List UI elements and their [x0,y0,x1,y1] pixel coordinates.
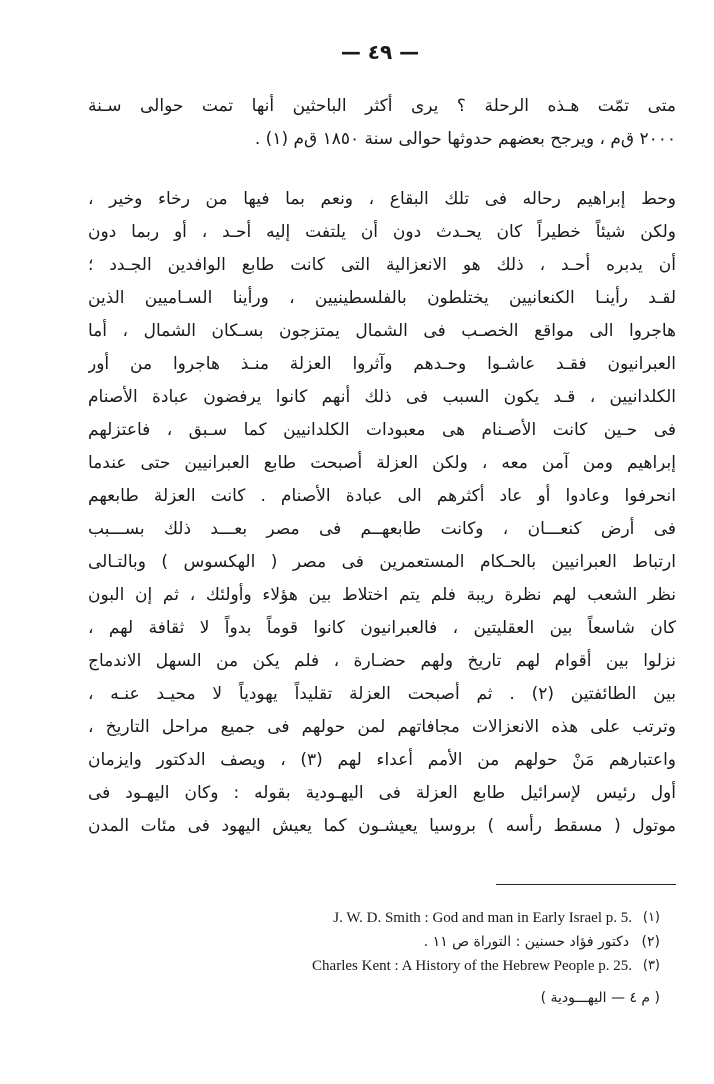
paragraph-1 [88,90,676,156]
text-line: أن يدبره أحـد ، ذلك هو الانعزالية التى كانت طابع الوافدين الجـدد ؛ [88,255,676,275]
text-line: كان شاسعاً بين العقليتين ، فالعبرانيون كانوا قوماً بدواً لا ثقافة لهم ، [88,618,676,638]
text-line: بين الطائفتين (٢) . ثم أصبحت العزلة تقليداً يهودياً لا محيـد عنـه ، [88,684,676,704]
text-line: متى تمّت هـذه الرحلة ؟ يرى أكثر الباحثين أنها تمت حوالى سـنة [88,96,676,116]
text-line: وحط إبراهيم رحاله فى تلك البقاع ، ونعم بما فيها من رخاء وخير ، [88,189,676,209]
text-line: الكلدانيين ، قـد يكون السبب فى ذلك أنهم كانوا يرفضون عبادة الأصنام [88,387,676,407]
text-line: ٢٠٠٠ ق‌م ، ويرجح بعضهم حدوثها حوالى سنة ١٨٥٠ ق‌م (١) . [254,129,676,149]
text-line: ولكن شيئاً خطيراً كان يحـدث دون أن يلتفت إليه أحـد ، أو ربما دون [88,222,676,242]
footnote-3 [100,954,660,978]
text-line: واعتبارهم مَنْ حولهم من الأمم أعداء لهم (٣) ، ويصف الدكتور وايزمان [88,750,676,770]
text-line: نزلوا بين أقوام لهم تاريخ ولهم حضـارة ، فلم يكن من السهل الاندماج [88,651,676,671]
text-line: موتول ( مسقط رأسه ) بروسيا يعيشـون كما يعيش اليهود فى مئات المدن [88,816,676,836]
text-line: انحرفوا وعادوا أو عاد أكثرهم الى عبادة الأصنام . كانت العزلة طابعهم [88,486,676,506]
paragraph-2 [88,183,676,843]
text-line: ارتباط العبرانيين بالحـكام المستعمرين فى مصر ( الهكسوس ) وبالتـالى [88,552,676,572]
footnote-divider [496,884,676,885]
text-line: لقـد رأينـا الكنعانيين يختلطون بالفلسطينيين ، ورأينا السـاميين الذين [88,288,676,308]
footnote-2 [100,930,660,954]
text-line: نظر الشعب لهم نظرة ريبة فلم يتم اختلاط بين هؤلاء وأولئك ، ثم إن البون [88,585,676,605]
text-line: أول رئيس لإسرائيل طابع العزلة فى اليهـودية بقوله : وكان اليهـود فى [88,783,676,803]
text-line: فى حـين كانت الأصـنام هى معبودات الكلدانيين كما سـبق ، فاعتزلهم [88,420,676,440]
text-line: إبراهيم ومن آمن معه ، ولكن العزلة أصبحت طابع العبرانيين حتى عندما [88,453,676,473]
text-line: وترتب على هذه الانعزالات مجافاتهم لمن حولهم فى جميع مراحل التاريخ ، [88,717,676,737]
footnote-number: (٢) [641,934,660,950]
text-line: فى أرض كنعـــان ، وكانت طابعهــم فى مصر بعـــد ذلك بســـبب [88,519,676,539]
text-line: هاجروا الى مواقع الخصـب فى الشمال يمتزجون بسـكان الشمال ، أما [88,321,676,341]
footnotes [100,906,660,978]
footnote-number: (٣) [642,958,660,973]
footnote-text: J. W. D. Smith : God and man in Early Israel p. 5. [333,910,632,926]
footnote-number: (١) [642,910,660,925]
page-number: — ٤٩ — [340,40,420,64]
text-line: العبرانيون فقـد عاشـوا وحـدهم وآثروا العزلة منـذ هاجروا من أور [88,354,676,374]
signature-mark: ( م ٤ — اليهـــودية ) [540,990,660,1006]
footnote-text: دكتور فؤاد حسنين : التوراة ص ١١ . [423,934,630,950]
footnote-text: Charles Kent : A History of the Hebrew People p. 25. [312,958,632,974]
footnote-1 [100,906,660,930]
